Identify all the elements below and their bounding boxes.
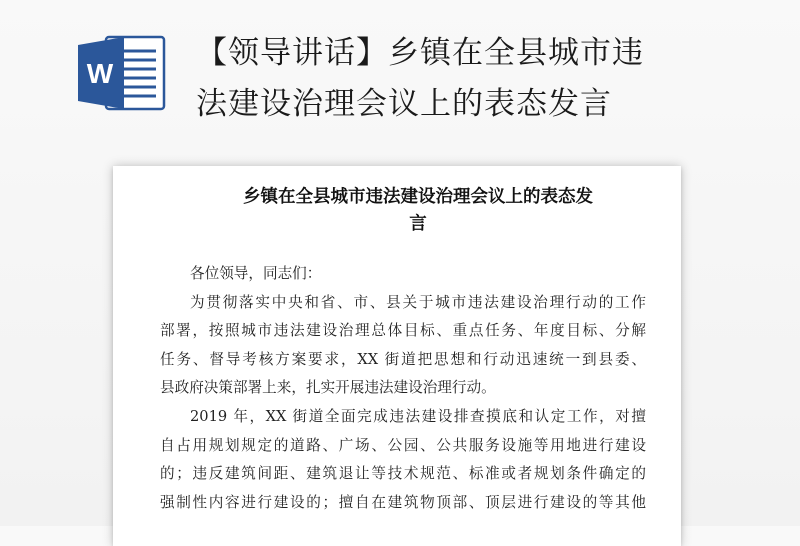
- document-title-line-2: 言: [409, 214, 427, 234]
- paragraph-line: 的；违反建筑间距、建筑退让等技术规范、标准或者规划条件确定的: [160, 465, 646, 483]
- document-title: [153, 184, 683, 238]
- document-title-line-1: 乡镇在全县城市违法建设治理会议上的表态发: [243, 187, 593, 207]
- banner-title: [196, 28, 786, 130]
- banner-title-line-1: 【领导讲话】乡镇在全县城市违: [196, 35, 644, 71]
- document-body: [160, 260, 646, 517]
- paragraph-line: 自占用规划规定的道路、广场、公园、公共服务设施等用地进行建设: [160, 436, 646, 454]
- paragraph-line: 部署，按照城市违法建设治理总体目标、重点任务、年度目标、分解: [160, 322, 646, 340]
- banner-title-line-2: 法建设治理会议上的表态发言: [196, 86, 612, 122]
- salutation: 各位领导，同志们：: [190, 265, 322, 282]
- paragraph-line: 任务、督导考核方案要求，XX 街道把思想和行动迅速统一到县委、: [160, 350, 646, 368]
- paragraph-line: 强制性内容进行建设的；擅自在建筑物顶部、顶层进行建设的等其他: [160, 493, 646, 511]
- document-page: [113, 166, 681, 546]
- banner: [0, 0, 800, 150]
- paragraph-line: 为贯彻落实中央和省、市、县关于城市违法建设治理行动的工作: [190, 293, 646, 311]
- paragraph-line: 县政府决策部署上来，扎实开展违法建设治理行动。: [160, 379, 496, 397]
- svg-text:W: W: [86, 58, 114, 89]
- paragraph-line: 2019 年，XX 街道全面完成违法建设排查摸底和认定工作，对擅: [190, 407, 646, 425]
- word-document-icon: [74, 33, 166, 113]
